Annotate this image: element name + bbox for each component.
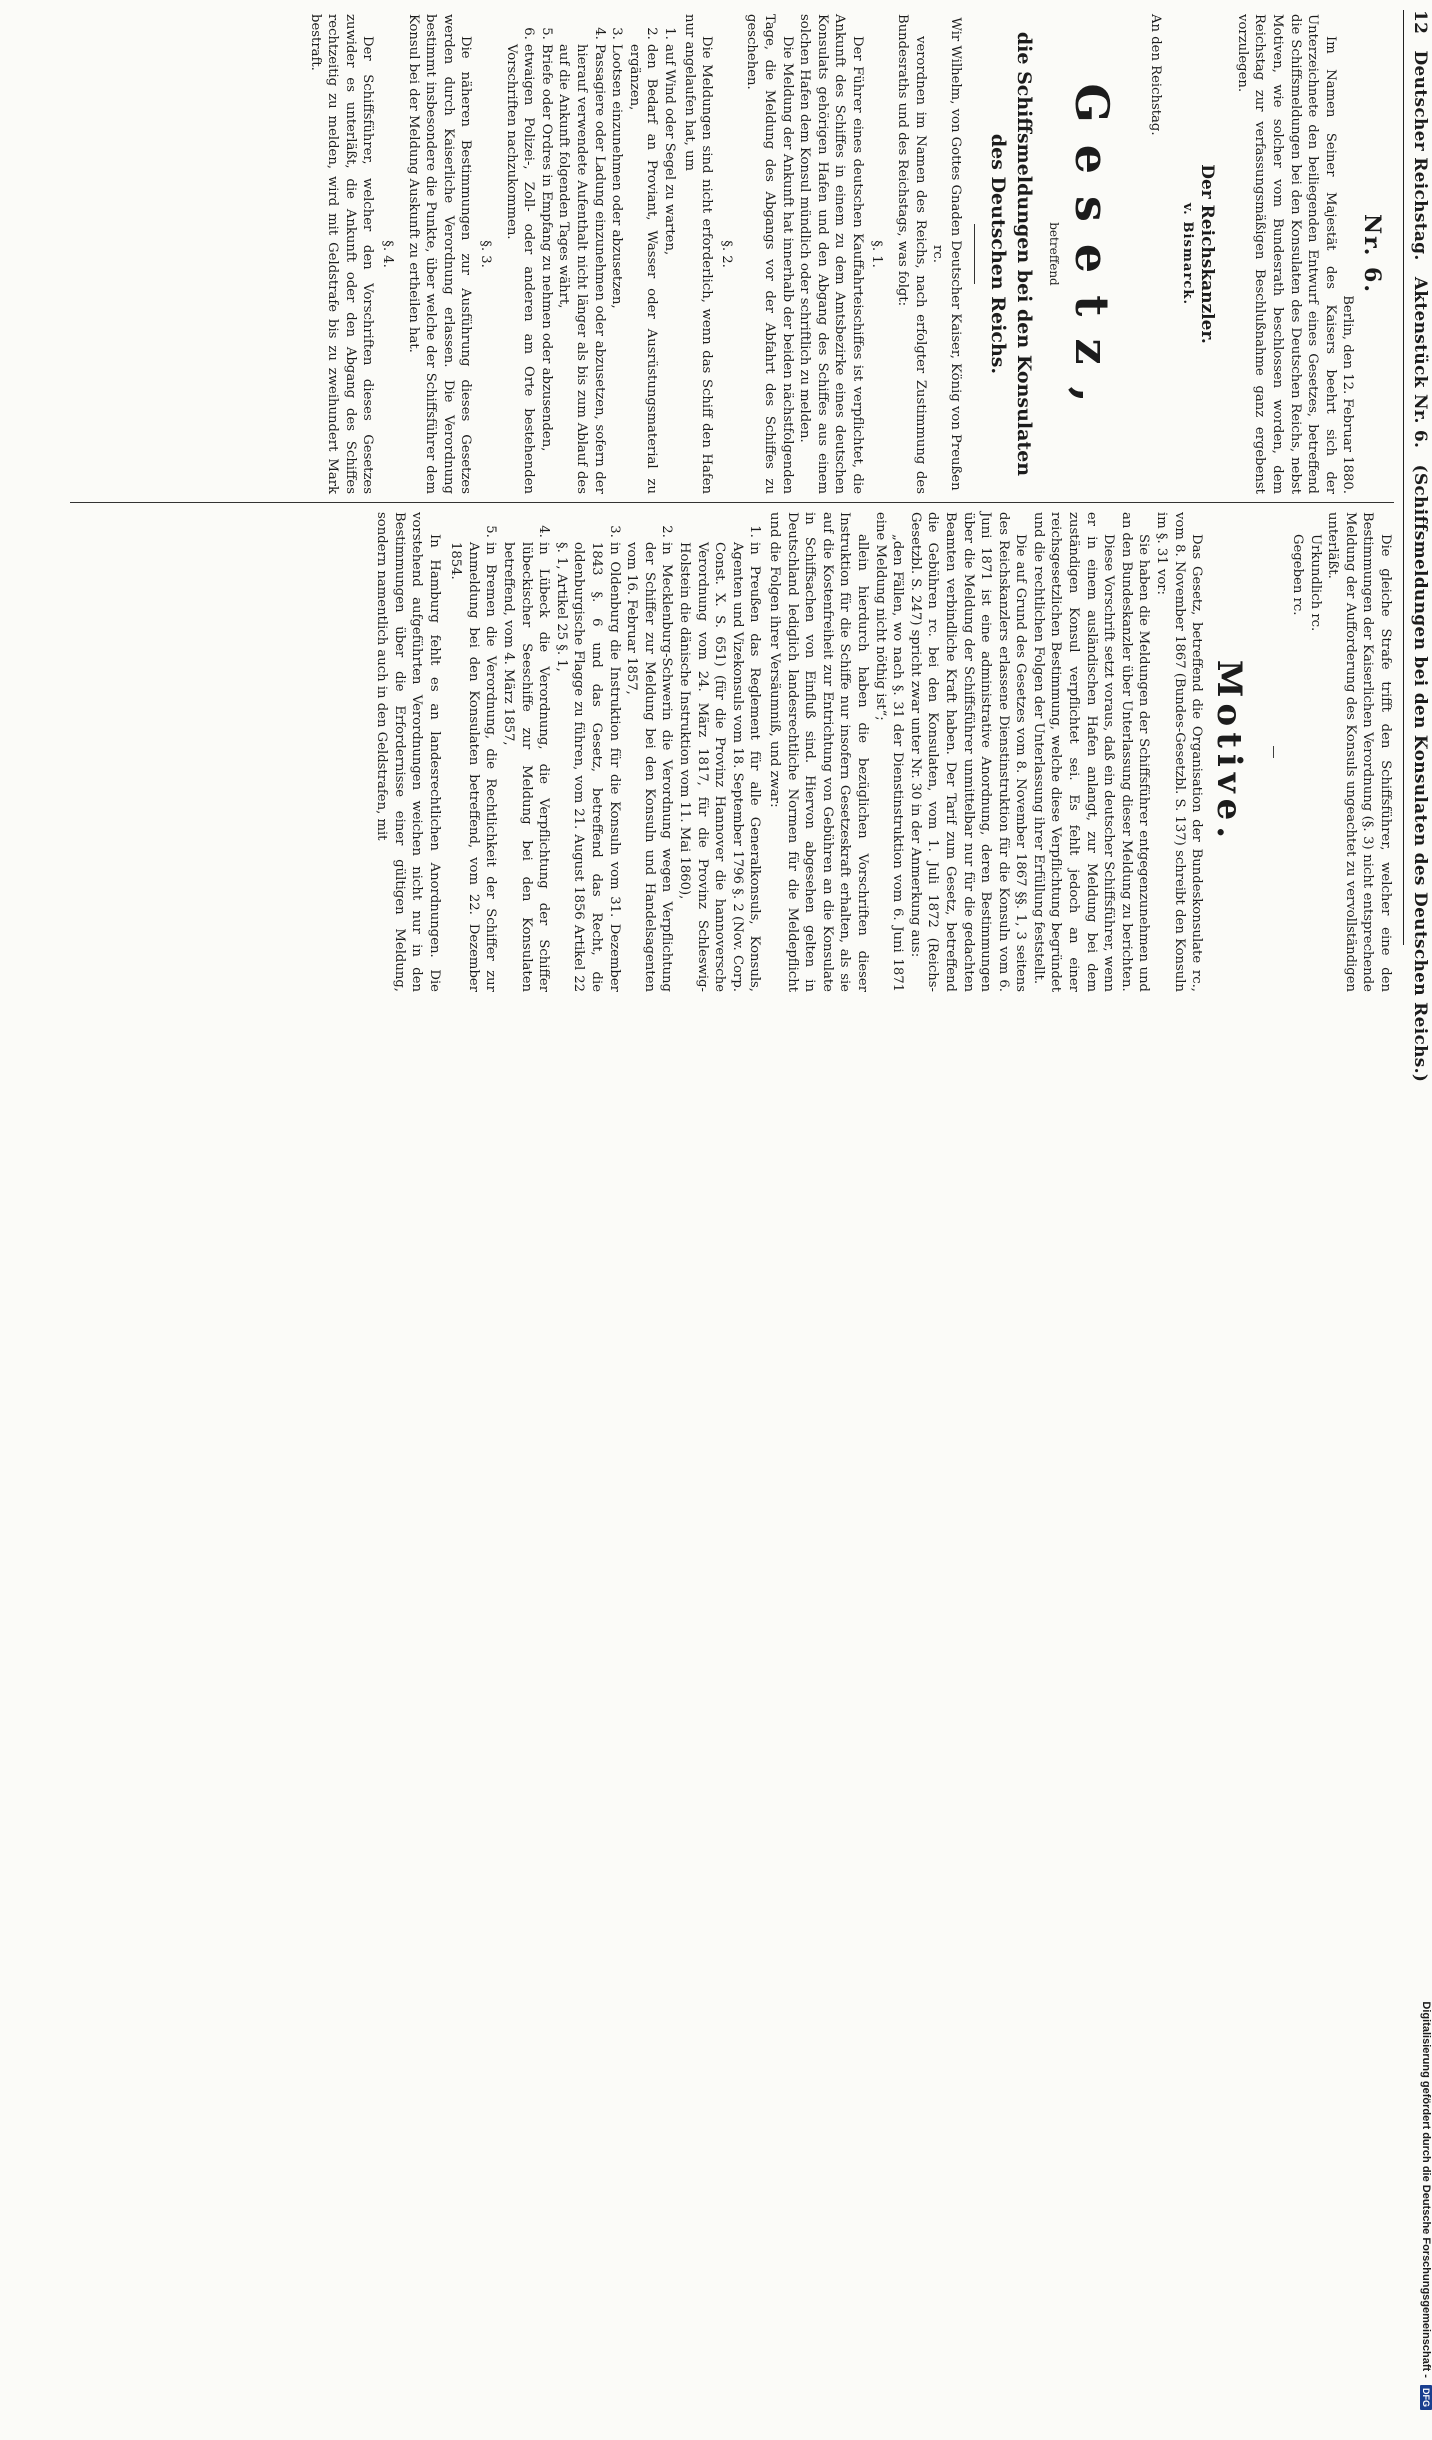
digitization-credit <box>1410 1008 1432 2440</box>
left-column <box>60 14 1394 494</box>
section-2-intro: Die Meldungen sind nicht erforderlich, wenn das Schiff den Hafen nur angelaufen hat, um <box>681 14 715 494</box>
law-title: Gesetz, <box>1065 83 1120 425</box>
header-subject: (Schiffsmeldungen bei den Konsulaten des Deutschen Reichs.) <box>1410 464 1430 1083</box>
closing-formula-2: Gegeben rc. <box>1290 534 1306 616</box>
signatory-name: v. Bismarck. <box>1179 202 1195 306</box>
section-4-text: Der Schiffsführer, welcher den Vorschriften dieses Gesetzes zuwider es unterläßt, die Ankunft oder den Abgang des Schiffes rechtzeitig zu melden, wird mit Geldstrafe bis zu zweihundert Mark bestraft. <box>307 14 376 494</box>
section-3-heading: §. 3. <box>478 240 494 268</box>
dateline: Berlin, den 12. Februar 1880. <box>1340 295 1356 494</box>
list-item: 3. Lootsen einzunehmen oder abzusetzen, <box>608 44 626 494</box>
motive-paragraph-3: Die auf Grund des Gesetzes vom 8. November 1867 §§. 1, 3 seitens des Reichskanzlers erlassene Dienstinstruktion für die Konsuln vom 6. Juni 1871 ist eine administrative Anordnung, deren Bestimmungen über die Meldung der Schiffsführer unmittelbar nur für die gedachten Beamten verbindliche Kraft haben. Der Tarif zum Gesetz, betreffend die Gebühren rc. bei den Konsulaten, vom 1. Juli 1872 (Reichs-Gesetzbl. S. 247) spricht zwar unter Nr. 30 in der Anmerkung aus: <box>907 512 1029 992</box>
motive-paragraph-2: Diese Vorschrift setzt voraus, daß ein deutscher Schiffsführer, wenn er in einem ausländischen Hafen anlangt, zur Meldung bei dem zuständigen Konsul verpflichtet sei. Es fehlt jedoch an einer reichsgesetzlichen Bestimmung, welche diese Verpflichtung begründet und die rechtlichen Folgen der Unterlassung ihrer Erfüllung feststellt. <box>1030 512 1117 992</box>
list-item: 1. auf Wind oder Segel zu warten, <box>660 44 678 494</box>
section-2-list <box>502 44 678 494</box>
regulation-list <box>447 542 764 992</box>
header-rule <box>1403 10 1404 945</box>
section-2-heading: §. 2. <box>718 240 734 268</box>
section-4-heading: §. 4. <box>380 240 396 268</box>
document-nr: Nr. 6. <box>1359 214 1385 294</box>
list-item: 2. in Mecklenburg-Schwerin die Verordnung wegen Verpflichtung der Schiffer zur Meldung bei den Konsuln und Handelsagenten vom 16. Februar 1857, <box>623 542 676 992</box>
closing-formula-1: Urkundlich rc. <box>1307 534 1323 632</box>
separator-dash: — <box>1266 745 1282 759</box>
list-item: 6. etwaigen Polizei-, Zoll- oder anderen am Orte bestehenden Vorschriften nachzukommen. <box>502 44 537 494</box>
preamble-text: verordnen im Namen des Reichs, nach erfolgter Zustimmung des Bundesraths und des Reichstags, was folgt: <box>895 14 928 494</box>
list-item: 4. in Lübeck die Verordnung, die Verpflichtung der Schiffer lübeckischer Seeschiffe zur Meldung bei den Konsulaten betreffend, vom 4. März 1857, <box>500 542 553 992</box>
law-subject: die Schiffsmeldungen bei den Konsulaten des Deutschen Reichs. <box>986 31 1035 477</box>
page-number: 12 <box>1410 10 1430 35</box>
dfg-logo-icon: DFG <box>1420 2385 1432 2410</box>
motive-paragraph-1: Das Gesetz, betreffend die Organisation der Bundeskonsulate rc., vom 8. November 1867 (Bundes-Gesetzbl. S. 137) schreibt den Konsuln im §. 31 vor: <box>1154 512 1205 992</box>
motive-quote-1: Sie haben die Meldungen der Schiffsführer entgegenzunehmen und an den Bundeskanzler über Unterlassung dieser Meldung zu berichten. <box>1118 512 1152 992</box>
column-divider <box>70 502 1394 503</box>
section-1-paragraph-2: Die Meldung der Ankunft hat innerhalb der beiden nächstfolgenden Tage, die Meldung des Abgangs vor der Abfahrt des Schiffes zu geschehen. <box>744 14 795 494</box>
list-item: 5. Briefe oder Ordres in Empfang zu nehmen oder abzusenden, <box>537 44 555 494</box>
publication-title: Deutscher Reichstag. <box>1410 50 1430 261</box>
right-column <box>60 512 1394 992</box>
short-rule <box>974 224 975 284</box>
signatory-role: Der Reichskanzler. <box>1197 164 1218 344</box>
motive-title: Motive. <box>1208 659 1249 845</box>
section-3-text: Die näheren Bestimmungen zur Ausführung dieses Gesetzes werden durch Kaiserliche Verordnung erlassen. Die Verordnung bestimmt insbesondere die Punkte, über welche der Schiffsführer dem Konsul bei der Meldung Auskunft zu ertheilen hat. <box>405 14 474 494</box>
preamble-name: Wir Wilhelm, von Gottes Gnaden Deutscher Kaiser, König von Preußen rc. <box>930 17 963 491</box>
section-1-paragraph-1: Der Führer eines deutschen Kauffahrteischiffes ist verpflichtet, die Ankunft des Schiffes in einem zu dem Amtsbezirke eines deutschen Konsulats gehörigen Hafen und den Abgang des Schiffes aus einem solchen Hafen dem Konsul mündlich oder schriftlich zu melden. <box>797 14 865 494</box>
motive-paragraph-4: allein hierdurch haben die bezüglichen Vorschriften dieser Instruktion für die Schiffe nur insofern Gesetzeskraft erhalten, als sie auf die Kostenfreiheit zur Entrichtung von Gebühren an die Konsulate in Schiffsachen von Einfluß sind. Hiervon abgesehen gelten in Deutschland lediglich landesrechtliche Normen für die Meldepflicht und die Folgen ihrer Versäumniß, und zwar: <box>767 512 870 992</box>
motive-paragraph-5: In Hamburg fehlt es an landesrechtlichen Anordnungen. Die vorstehend aufgeführten Verordnungen weichen nicht nur in den Bestimmungen über die Erfordernisse einer gültigen Meldung, sondern namentlich auch in den Geldstrafen, mit <box>373 512 442 992</box>
addressee: An den Reichstag. <box>1148 14 1164 136</box>
list-item: 3. in Oldenburg die Instruktion für die Konsuln vom 31. Dezember 1843 §. 6 und das Gesetz, betreffend das Recht, die oldenburgische Flagge zu führen, vom 21. August 1856 Artikel 22 §. 1, Artikel 25 §. 1, <box>552 542 622 992</box>
list-item: 4. Passagiere oder Ladung einzunehmen oder abzusetzen, sofern der hierauf verwendete Aufenthalt nicht länger als bis zum Ablauf des auf die Ankunft folgenden Tages währt, <box>555 44 608 494</box>
list-item: 1. in Preußen das Reglement für alle Generalkonsuls, Konsuls, Agenten und Vizekonsuls vom 18. September 1796 §. 2 (Nov. Corp. Const. X. S. 651) (für die Provinz Hannover die hannoversche Verordnung vom 24. März 1817, für die Provinz Schleswig-Holstein die dänische Instruktion vom 11. Mai 1860), <box>675 542 763 992</box>
list-item: 2. den Bedarf an Proviant, Wasser oder Ausrüstungsmaterial zu ergänzen, <box>625 44 660 494</box>
list-item: 5. in Bremen die Verordnung, die Rechtlichkeit der Schiffer zur Anmeldung bei den Konsulaten betreffend, vom 22. Dezember 1854. <box>447 542 500 992</box>
section-1-heading: §. 1. <box>869 240 885 268</box>
document-number: Aktenstück Nr. 6. <box>1410 276 1430 449</box>
section-4-continuation: Die gleiche Strafe trifft den Schiffsführer, welcher eine den Bestimmungen der Kaiserlichen Verordnung (§. 3) nicht entsprechende Meldung der Aufforderung des Konsuls ungeachtet zu vervollständigen unterläßt. <box>1325 512 1393 992</box>
running-header <box>1406 10 1430 1083</box>
motive-quote-2: „den Fällen, wo nach §. 31 der Dienstinstruktion vom 6. Juni 1871 eine Meldung nicht nöthig ist“; <box>872 512 906 992</box>
intro-paragraph: Im Namen Seiner Majestät des Kaisers beehrt sich der Unterzeichnete den beiliegenden Entwurf eines Gesetzes, betreffend die Schiffsmeldungen bei den Konsulaten des Deutschen Reichs, nebst Motiven, wie solcher vom Bundesrath beschlossen worden, dem Reichstag zur verfassungsmäßigen Beschlußnahme ganz ergebenst vorzulegen. <box>1234 14 1338 494</box>
law-betreffend: betreffend <box>1047 222 1062 286</box>
credit-text: Digitalisierung gefördert durch die Deutsche Forschungsgemeinschaft - <box>1420 2001 1432 2378</box>
